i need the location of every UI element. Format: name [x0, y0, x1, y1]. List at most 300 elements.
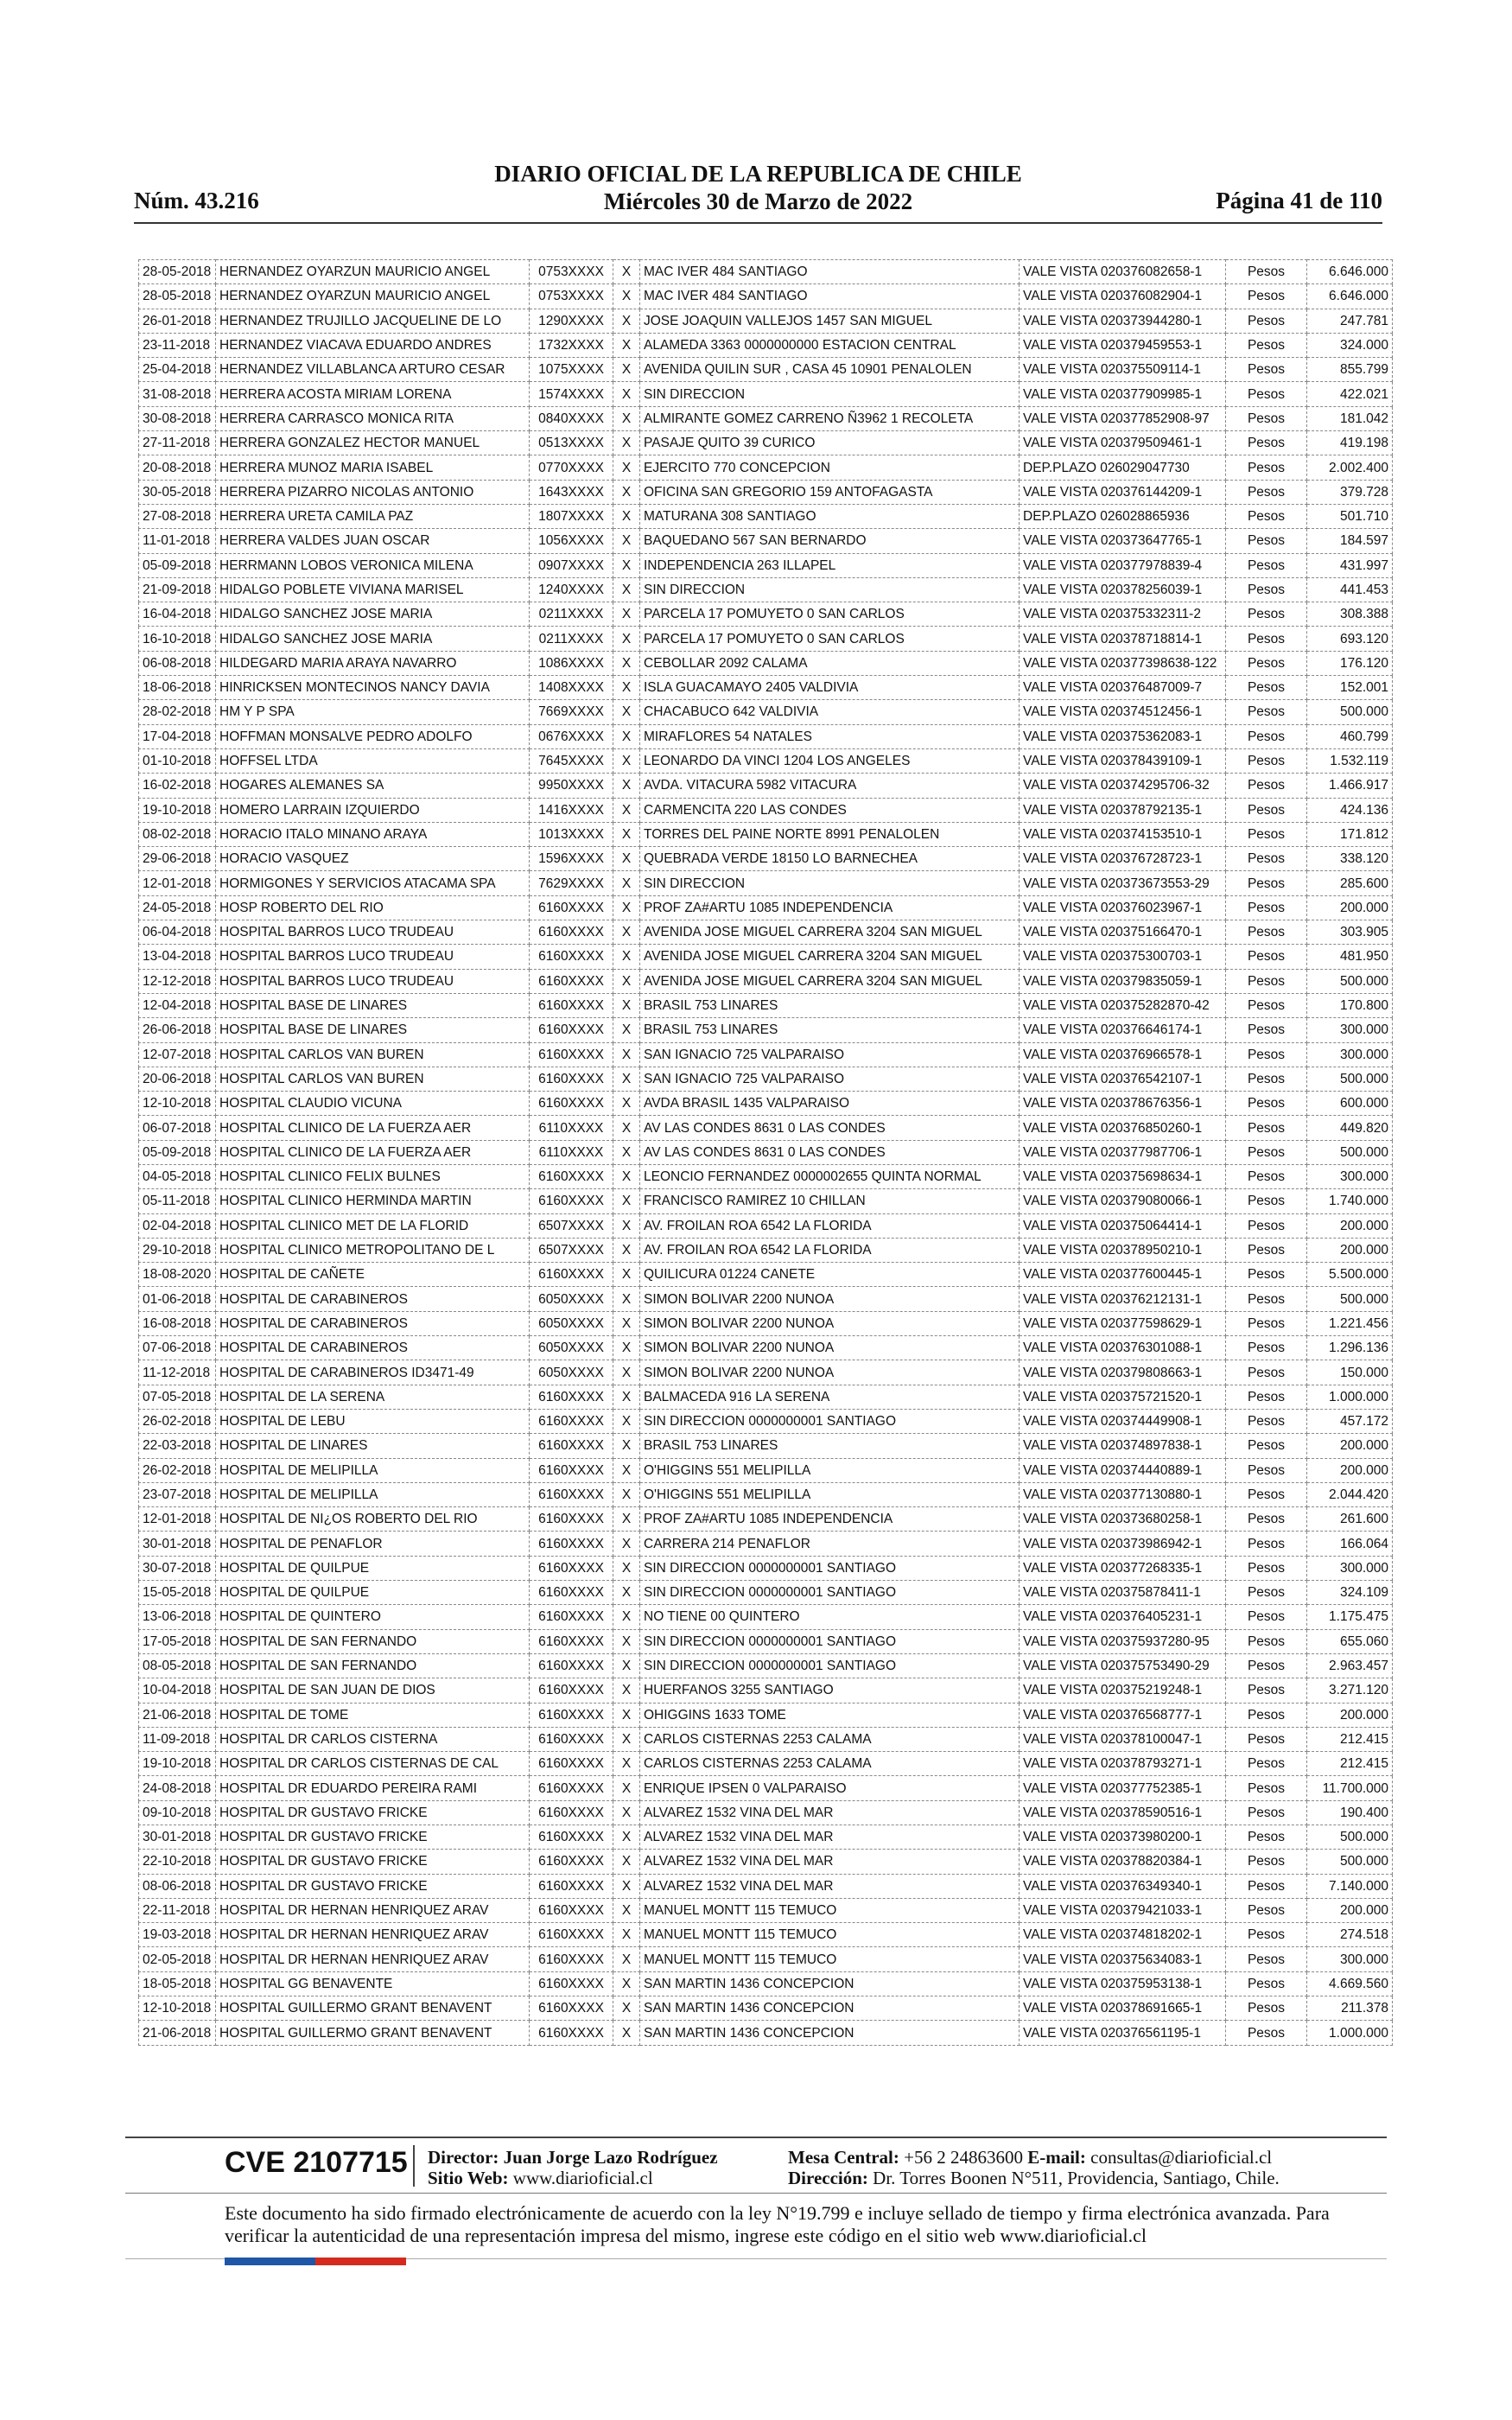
currency-cell: Pesos [1226, 333, 1307, 357]
date-cell: 12-07-2018 [139, 1042, 216, 1067]
amount-cell: 308.388 [1307, 602, 1393, 627]
rut-cell: 6160XXXX [530, 1874, 613, 1898]
amount-cell: 1.466.917 [1307, 774, 1393, 798]
payee-cell: HOSPITAL DE MELIPILLA [216, 1482, 530, 1506]
amount-cell: 460.799 [1307, 724, 1393, 748]
address-cell: NO TIENE 00 QUINTERO [640, 1605, 1020, 1629]
email-link[interactable]: consultas@diarioficial.cl [1090, 2147, 1273, 2168]
rut-cell: 6160XXXX [530, 1727, 613, 1751]
document-cell: VALE VISTA 020377130880-1 [1020, 1482, 1226, 1506]
mark-cell: X [613, 1140, 640, 1164]
currency-cell: Pesos [1226, 2021, 1307, 2045]
date-cell: 02-04-2018 [139, 1213, 216, 1238]
table-row [139, 260, 1393, 284]
amount-cell: 2.044.420 [1307, 1482, 1393, 1506]
rut-cell: 6050XXXX [530, 1360, 613, 1385]
currency-cell: Pesos [1226, 480, 1307, 504]
amount-cell: 170.800 [1307, 993, 1393, 1017]
payee-cell: HOSPITAL DE TOME [216, 1703, 530, 1727]
document-cell: VALE VISTA 020378439109-1 [1020, 748, 1226, 773]
table-row [139, 1482, 1393, 1506]
table-row [139, 920, 1393, 945]
address-cell: SAN IGNACIO 725 VALPARAISO [640, 1042, 1020, 1067]
table-row [139, 1947, 1393, 1971]
director-block [428, 2147, 718, 2188]
amount-cell: 1.296.136 [1307, 1336, 1393, 1360]
currency-cell: Pesos [1226, 847, 1307, 871]
payee-cell: HOSPITAL DE CAÑETE [216, 1263, 530, 1287]
document-cell: VALE VISTA 020376561195-1 [1020, 2021, 1226, 2045]
rut-cell: 0211XXXX [530, 602, 613, 627]
document-cell: VALE VISTA 020375937280-95 [1020, 1629, 1226, 1653]
payee-cell: HOSPITAL DE QUINTERO [216, 1605, 530, 1629]
table-row [139, 382, 1393, 406]
address-cell: ISLA GUACAMAYO 2405 VALDIVIA [640, 676, 1020, 700]
document-cell: VALE VISTA 020376646174-1 [1020, 1018, 1226, 1042]
document-cell: VALE VISTA 020378691665-1 [1020, 1996, 1226, 2021]
amount-cell: 481.950 [1307, 945, 1393, 969]
payee-cell: HOSPITAL DR CARLOS CISTERNA [216, 1727, 530, 1751]
rut-cell: 6160XXXX [530, 1629, 613, 1653]
mark-cell: X [613, 1898, 640, 1922]
address-cell: BALMACEDA 916 LA SERENA [640, 1385, 1020, 1409]
document-cell: VALE VISTA 020377398638-122 [1020, 651, 1226, 675]
rut-cell: 0753XXXX [530, 284, 613, 309]
payee-cell: HOSPITAL GUILLERMO GRANT BENAVENT [216, 1996, 530, 2021]
payee-cell: HOSPITAL DR HERNAN HENRIQUEZ ARAV [216, 1923, 530, 1947]
table-row [139, 895, 1393, 920]
document-cell: VALE VISTA 020373647765-1 [1020, 529, 1226, 553]
currency-cell: Pesos [1226, 1971, 1307, 1996]
address-cell: PROF ZA#ARTU 1085 INDEPENDENCIA [640, 895, 1020, 920]
rut-cell: 1240XXXX [530, 577, 613, 602]
payee-cell: HOSPITAL BASE DE LINARES [216, 993, 530, 1017]
document-cell: VALE VISTA 020378950210-1 [1020, 1238, 1226, 1262]
mark-cell: X [613, 1800, 640, 1825]
date-cell: 11-12-2018 [139, 1360, 216, 1385]
date-cell: 26-02-2018 [139, 1458, 216, 1482]
document-cell: VALE VISTA 020376487009-7 [1020, 676, 1226, 700]
document-cell: VALE VISTA 020378676356-1 [1020, 1092, 1226, 1116]
amount-cell: 300.000 [1307, 1556, 1393, 1580]
address-cell: O'HIGGINS 551 MELIPILLA [640, 1458, 1020, 1482]
payee-cell: HOSPITAL DR HERNAN HENRIQUEZ ARAV [216, 1898, 530, 1922]
table-row [139, 945, 1393, 969]
payee-cell: HERNANDEZ OYARZUN MAURICIO ANGEL [216, 260, 530, 284]
payee-cell: HORMIGONES Y SERVICIOS ATACAMA SPA [216, 871, 530, 895]
payee-cell: HOSPITAL DR CARLOS CISTERNAS DE CAL [216, 1752, 530, 1776]
mark-cell: X [613, 358, 640, 382]
amount-cell: 3.271.120 [1307, 1678, 1393, 1703]
currency-cell: Pesos [1226, 1360, 1307, 1385]
currency-cell: Pesos [1226, 1213, 1307, 1238]
date-cell: 17-04-2018 [139, 724, 216, 748]
date-cell: 30-08-2018 [139, 406, 216, 430]
mark-cell: X [613, 1311, 640, 1335]
payee-cell: HOSPITAL CLINICO HERMINDA MARTIN [216, 1189, 530, 1213]
address-cell: SIMON BOLIVAR 2200 NUNOA [640, 1311, 1020, 1335]
currency-cell: Pesos [1226, 724, 1307, 748]
mark-cell: X [613, 1996, 640, 2021]
footer-divider-mid [125, 2193, 1387, 2194]
document-cell: VALE VISTA 020374897838-1 [1020, 1434, 1226, 1458]
currency-cell: Pesos [1226, 1263, 1307, 1287]
currency-cell: Pesos [1226, 1776, 1307, 1800]
date-cell: 04-05-2018 [139, 1164, 216, 1188]
document-cell: VALE VISTA 020373680258-1 [1020, 1507, 1226, 1532]
table-row [139, 651, 1393, 675]
document-cell: VALE VISTA 020376728723-1 [1020, 847, 1226, 871]
document-cell: VALE VISTA 020375953138-1 [1020, 1971, 1226, 1996]
payee-cell: HOSPITAL CLINICO METROPOLITANO DE L [216, 1238, 530, 1262]
mark-cell: X [613, 774, 640, 798]
date-cell: 08-02-2018 [139, 822, 216, 846]
currency-cell: Pesos [1226, 1752, 1307, 1776]
payee-cell: HOSPITAL CLAUDIO VICUNA [216, 1092, 530, 1116]
rut-cell: 6160XXXX [530, 1825, 613, 1850]
payee-cell: HERRERA MUNOZ MARIA ISABEL [216, 455, 530, 480]
address-cell: MIRAFLORES 54 NATALES [640, 724, 1020, 748]
date-cell: 12-12-2018 [139, 969, 216, 993]
address-cell: ALVAREZ 1532 VINA DEL MAR [640, 1800, 1020, 1825]
date-cell: 13-06-2018 [139, 1605, 216, 1629]
address-cell: ALAMEDA 3363 0000000000 ESTACION CENTRAL [640, 333, 1020, 357]
issue-number: Núm. 43.216 [134, 188, 259, 213]
document-cell: VALE VISTA 020374449908-1 [1020, 1409, 1226, 1433]
document-cell: VALE VISTA 020377978839-4 [1020, 553, 1226, 577]
address-cell: AVDA BRASIL 1435 VALPARAISO [640, 1092, 1020, 1116]
mark-cell: X [613, 798, 640, 822]
amount-cell: 4.669.560 [1307, 1971, 1393, 1996]
document-cell: VALE VISTA 020378590516-1 [1020, 1800, 1226, 1825]
rut-cell: 6160XXXX [530, 1067, 613, 1091]
payee-cell: HOSPITAL BARROS LUCO TRUDEAU [216, 969, 530, 993]
rut-cell: 6160XXXX [530, 2021, 613, 2045]
table-row [139, 1605, 1393, 1629]
rut-cell: 6160XXXX [530, 1996, 613, 2021]
payee-cell: HINRICKSEN MONTECINOS NANCY DAVIA [216, 676, 530, 700]
payee-cell: HOSPITAL DR EDUARDO PEREIRA RAMI [216, 1776, 530, 1800]
document-cell: VALE VISTA 020378256039-1 [1020, 577, 1226, 602]
document-cell: VALE VISTA 020375166470-1 [1020, 920, 1226, 945]
document-cell: DEP.PLAZO 026028865936 [1020, 504, 1226, 528]
address-cell: PARCELA 17 POMUYETO 0 SAN CARLOS [640, 627, 1020, 651]
payee-cell: HOSPITAL CARLOS VAN BUREN [216, 1067, 530, 1091]
payee-cell: HM Y P SPA [216, 700, 530, 724]
document-cell: VALE VISTA 020375753490-29 [1020, 1653, 1226, 1678]
table-row [139, 1971, 1393, 1996]
payee-cell: HOSPITAL GUILLERMO GRANT BENAVENT [216, 2021, 530, 2045]
mark-cell: X [613, 627, 640, 651]
table-row [139, 406, 1393, 430]
currency-cell: Pesos [1226, 309, 1307, 333]
currency-cell: Pesos [1226, 798, 1307, 822]
date-cell: 12-04-2018 [139, 993, 216, 1017]
date-cell: 06-07-2018 [139, 1116, 216, 1140]
mark-cell: X [613, 724, 640, 748]
table-row [139, 284, 1393, 309]
amount-cell: 200.000 [1307, 1898, 1393, 1922]
rut-cell: 6160XXXX [530, 1482, 613, 1506]
table-row [139, 333, 1393, 357]
date-cell: 28-05-2018 [139, 260, 216, 284]
table-row [139, 798, 1393, 822]
payee-cell: HOSPITAL DE PENAFLOR [216, 1532, 530, 1556]
address-cell: ALMIRANTE GOMEZ CARRENO Ñ3962 1 RECOLETA [640, 406, 1020, 430]
masthead-date: Miércoles 30 de Marzo de 2022 [603, 188, 913, 214]
amount-cell: 274.518 [1307, 1923, 1393, 1947]
amount-cell: 166.064 [1307, 1532, 1393, 1556]
payee-cell: HERRERA VALDES JUAN OSCAR [216, 529, 530, 553]
date-cell: 16-02-2018 [139, 774, 216, 798]
currency-cell: Pesos [1226, 1164, 1307, 1188]
date-cell: 16-10-2018 [139, 627, 216, 651]
address-cell: CARRERA 214 PENAFLOR [640, 1532, 1020, 1556]
document-cell: VALE VISTA 020373980200-1 [1020, 1825, 1226, 1850]
payee-cell: HOSPITAL DR GUSTAVO FRICKE [216, 1825, 530, 1850]
currency-cell: Pesos [1226, 1800, 1307, 1825]
amount-cell: 419.198 [1307, 431, 1393, 455]
payee-cell: HOSPITAL CLINICO DE LA FUERZA AER [216, 1116, 530, 1140]
currency-cell: Pesos [1226, 284, 1307, 309]
date-cell: 28-05-2018 [139, 284, 216, 309]
table-row [139, 1092, 1393, 1116]
amount-cell: 501.710 [1307, 504, 1393, 528]
mark-cell: X [613, 1507, 640, 1532]
rut-cell: 6110XXXX [530, 1116, 613, 1140]
site-label: Sitio Web: [428, 2168, 509, 2188]
rut-cell: 6160XXXX [530, 1800, 613, 1825]
amount-cell: 2.963.457 [1307, 1653, 1393, 1678]
amount-cell: 211.378 [1307, 1996, 1393, 2021]
payee-cell: HOSPITAL DR GUSTAVO FRICKE [216, 1874, 530, 1898]
date-cell: 01-06-2018 [139, 1287, 216, 1311]
page-header [134, 160, 1382, 220]
flag-blue-segment [225, 2258, 315, 2265]
address-cell: ALVAREZ 1532 VINA DEL MAR [640, 1874, 1020, 1898]
table-row [139, 1042, 1393, 1067]
address-cell: ENRIQUE IPSEN 0 VALPARAISO [640, 1776, 1020, 1800]
document-cell: VALE VISTA 020378820384-1 [1020, 1850, 1226, 1874]
date-cell: 12-01-2018 [139, 871, 216, 895]
currency-cell: Pesos [1226, 1336, 1307, 1360]
email-label: E-mail: [1027, 2147, 1086, 2168]
document-cell: VALE VISTA 020375300703-1 [1020, 945, 1226, 969]
rut-cell: 6160XXXX [530, 1678, 613, 1703]
date-cell: 21-09-2018 [139, 577, 216, 602]
table-row [139, 1703, 1393, 1727]
payee-cell: HOSPITAL DE QUILPUE [216, 1581, 530, 1605]
currency-cell: Pesos [1226, 431, 1307, 455]
address-cell: OHIGGINS 1633 TOME [640, 1703, 1020, 1727]
mark-cell: X [613, 1409, 640, 1433]
payee-cell: HOSPITAL CARLOS VAN BUREN [216, 1042, 530, 1067]
address-cell: LEONARDO DA VINCI 1204 LOS ANGELES [640, 748, 1020, 773]
amount-cell: 379.728 [1307, 480, 1393, 504]
date-cell: 29-06-2018 [139, 847, 216, 871]
rut-cell: 6507XXXX [530, 1213, 613, 1238]
mark-cell: X [613, 602, 640, 627]
currency-cell: Pesos [1226, 1678, 1307, 1703]
mark-cell: X [613, 333, 640, 357]
currency-cell: Pesos [1226, 1385, 1307, 1409]
address-cell: FRANCISCO RAMIREZ 10 CHILLAN [640, 1189, 1020, 1213]
amount-cell: 655.060 [1307, 1629, 1393, 1653]
amount-cell: 1.532.119 [1307, 748, 1393, 773]
rut-cell: 0840XXXX [530, 406, 613, 430]
amount-cell: 500.000 [1307, 1287, 1393, 1311]
currency-cell: Pesos [1226, 1116, 1307, 1140]
table-row [139, 358, 1393, 382]
document-cell: VALE VISTA 020377268335-1 [1020, 1556, 1226, 1580]
date-cell: 31-08-2018 [139, 382, 216, 406]
amount-cell: 500.000 [1307, 700, 1393, 724]
mark-cell: X [613, 1850, 640, 1874]
address-cell: LEONCIO FERNANDEZ 0000002655 QUINTA NORMAL [640, 1164, 1020, 1188]
payee-cell: HERNANDEZ TRUJILLO JACQUELINE DE LO [216, 309, 530, 333]
rut-cell: 6507XXXX [530, 1238, 613, 1262]
document-cell: VALE VISTA 020375509114-1 [1020, 358, 1226, 382]
mark-cell: X [613, 993, 640, 1017]
rut-cell: 1075XXXX [530, 358, 613, 382]
document-cell: VALE VISTA 020375721520-1 [1020, 1385, 1226, 1409]
mark-cell: X [613, 1605, 640, 1629]
rut-cell: 6160XXXX [530, 1458, 613, 1482]
rut-cell: 1056XXXX [530, 529, 613, 553]
address-cell: SAN MARTIN 1436 CONCEPCION [640, 1971, 1020, 1996]
table-row [139, 1874, 1393, 1898]
date-cell: 07-05-2018 [139, 1385, 216, 1409]
document-cell: VALE VISTA 020379808663-1 [1020, 1360, 1226, 1385]
amount-cell: 11.700.000 [1307, 1776, 1393, 1800]
amount-cell: 424.136 [1307, 798, 1393, 822]
amount-cell: 338.120 [1307, 847, 1393, 871]
mark-cell: X [613, 553, 640, 577]
currency-cell: Pesos [1226, 1458, 1307, 1482]
address-cell: AV. FROILAN ROA 6542 LA FLORIDA [640, 1238, 1020, 1262]
document-cell: VALE VISTA 020377852908-97 [1020, 406, 1226, 430]
amount-cell: 176.120 [1307, 651, 1393, 675]
date-cell: 19-10-2018 [139, 798, 216, 822]
amount-cell: 1.221.456 [1307, 1311, 1393, 1335]
amount-cell: 5.500.000 [1307, 1263, 1393, 1287]
address-cell: MAC IVER 484 SANTIAGO [640, 284, 1020, 309]
address-cell: PROF ZA#ARTU 1085 INDEPENDENCIA [640, 1507, 1020, 1532]
document-cell: VALE VISTA 020376542107-1 [1020, 1067, 1226, 1091]
currency-cell: Pesos [1226, 1507, 1307, 1532]
address-cell: INDEPENDENCIA 263 ILLAPEL [640, 553, 1020, 577]
address-cell: OFICINA SAN GREGORIO 159 ANTOFAGASTA [640, 480, 1020, 504]
mark-cell: X [613, 1042, 640, 1067]
contact-block [788, 2147, 1280, 2188]
date-cell: 05-11-2018 [139, 1189, 216, 1213]
amount-cell: 600.000 [1307, 1092, 1393, 1116]
currency-cell: Pesos [1226, 1850, 1307, 1874]
rut-cell: 1013XXXX [530, 822, 613, 846]
mark-cell: X [613, 1482, 640, 1506]
address-cell: SIMON BOLIVAR 2200 NUNOA [640, 1287, 1020, 1311]
table-row [139, 1409, 1393, 1433]
amount-cell: 300.000 [1307, 1042, 1393, 1067]
currency-cell: Pesos [1226, 1287, 1307, 1311]
address-cell: AV LAS CONDES 8631 0 LAS CONDES [640, 1116, 1020, 1140]
address-cell: SIN DIRECCION 0000000001 SANTIAGO [640, 1556, 1020, 1580]
payee-cell: HOMERO LARRAIN IZQUIERDO [216, 798, 530, 822]
table-row [139, 480, 1393, 504]
mark-cell: X [613, 1164, 640, 1188]
rut-cell: 6160XXXX [530, 1776, 613, 1800]
rut-cell: 6160XXXX [530, 1507, 613, 1532]
amount-cell: 200.000 [1307, 1458, 1393, 1482]
currency-cell: Pesos [1226, 1018, 1307, 1042]
rut-cell: 6160XXXX [530, 1434, 613, 1458]
payee-cell: HERRMANN LOBOS VERONICA MILENA [216, 553, 530, 577]
currency-cell: Pesos [1226, 1653, 1307, 1678]
rut-cell: 6160XXXX [530, 1532, 613, 1556]
date-cell: 02-05-2018 [139, 1947, 216, 1971]
payee-cell: HOFFSEL LTDA [216, 748, 530, 773]
date-cell: 30-05-2018 [139, 480, 216, 504]
currency-cell: Pesos [1226, 920, 1307, 945]
table-row [139, 2021, 1393, 2045]
currency-cell: Pesos [1226, 774, 1307, 798]
mark-cell: X [613, 1360, 640, 1385]
date-cell: 21-06-2018 [139, 1703, 216, 1727]
document-cell: VALE VISTA 020375698634-1 [1020, 1164, 1226, 1188]
document-cell: VALE VISTA 020379421033-1 [1020, 1898, 1226, 1922]
amount-cell: 441.453 [1307, 577, 1393, 602]
date-cell: 05-09-2018 [139, 553, 216, 577]
table-row [139, 504, 1393, 528]
amount-cell: 500.000 [1307, 1140, 1393, 1164]
payee-cell: HERNANDEZ OYARZUN MAURICIO ANGEL [216, 284, 530, 309]
payee-cell: HOSPITAL BARROS LUCO TRUDEAU [216, 945, 530, 969]
table-row [139, 1825, 1393, 1850]
rut-cell: 7645XXXX [530, 748, 613, 773]
address-cell: QUILICURA 01224 CANETE [640, 1263, 1020, 1287]
address-cell: PARCELA 17 POMUYETO 0 SAN CARLOS [640, 602, 1020, 627]
rut-cell: 6160XXXX [530, 1653, 613, 1678]
mark-cell: X [613, 455, 640, 480]
document-cell: VALE VISTA 020379509461-1 [1020, 431, 1226, 455]
rut-cell: 1643XXXX [530, 480, 613, 504]
date-cell: 29-10-2018 [139, 1238, 216, 1262]
table-row [139, 529, 1393, 553]
address-cell: TORRES DEL PAINE NORTE 8991 PENALOLEN [640, 822, 1020, 846]
date-cell: 26-06-2018 [139, 1018, 216, 1042]
amount-cell: 422.021 [1307, 382, 1393, 406]
mark-cell: X [613, 1678, 640, 1703]
rut-cell: 6160XXXX [530, 1923, 613, 1947]
site-link[interactable]: www.diarioficial.cl [512, 2168, 653, 2188]
currency-cell: Pesos [1226, 822, 1307, 846]
document-cell: VALE VISTA 020376082904-1 [1020, 284, 1226, 309]
payee-cell: HOSPITAL DE SAN FERNANDO [216, 1653, 530, 1678]
currency-cell: Pesos [1226, 1703, 1307, 1727]
address-cell: O'HIGGINS 551 MELIPILLA [640, 1482, 1020, 1506]
amount-cell: 431.997 [1307, 553, 1393, 577]
currency-cell: Pesos [1226, 1629, 1307, 1653]
date-cell: 01-10-2018 [139, 748, 216, 773]
table-row [139, 822, 1393, 846]
currency-cell: Pesos [1226, 1482, 1307, 1506]
table-row [139, 1385, 1393, 1409]
rut-cell: 6160XXXX [530, 945, 613, 969]
table-row [139, 1507, 1393, 1532]
currency-cell: Pesos [1226, 1067, 1307, 1091]
currency-cell: Pesos [1226, 1092, 1307, 1116]
mark-cell: X [613, 1116, 640, 1140]
